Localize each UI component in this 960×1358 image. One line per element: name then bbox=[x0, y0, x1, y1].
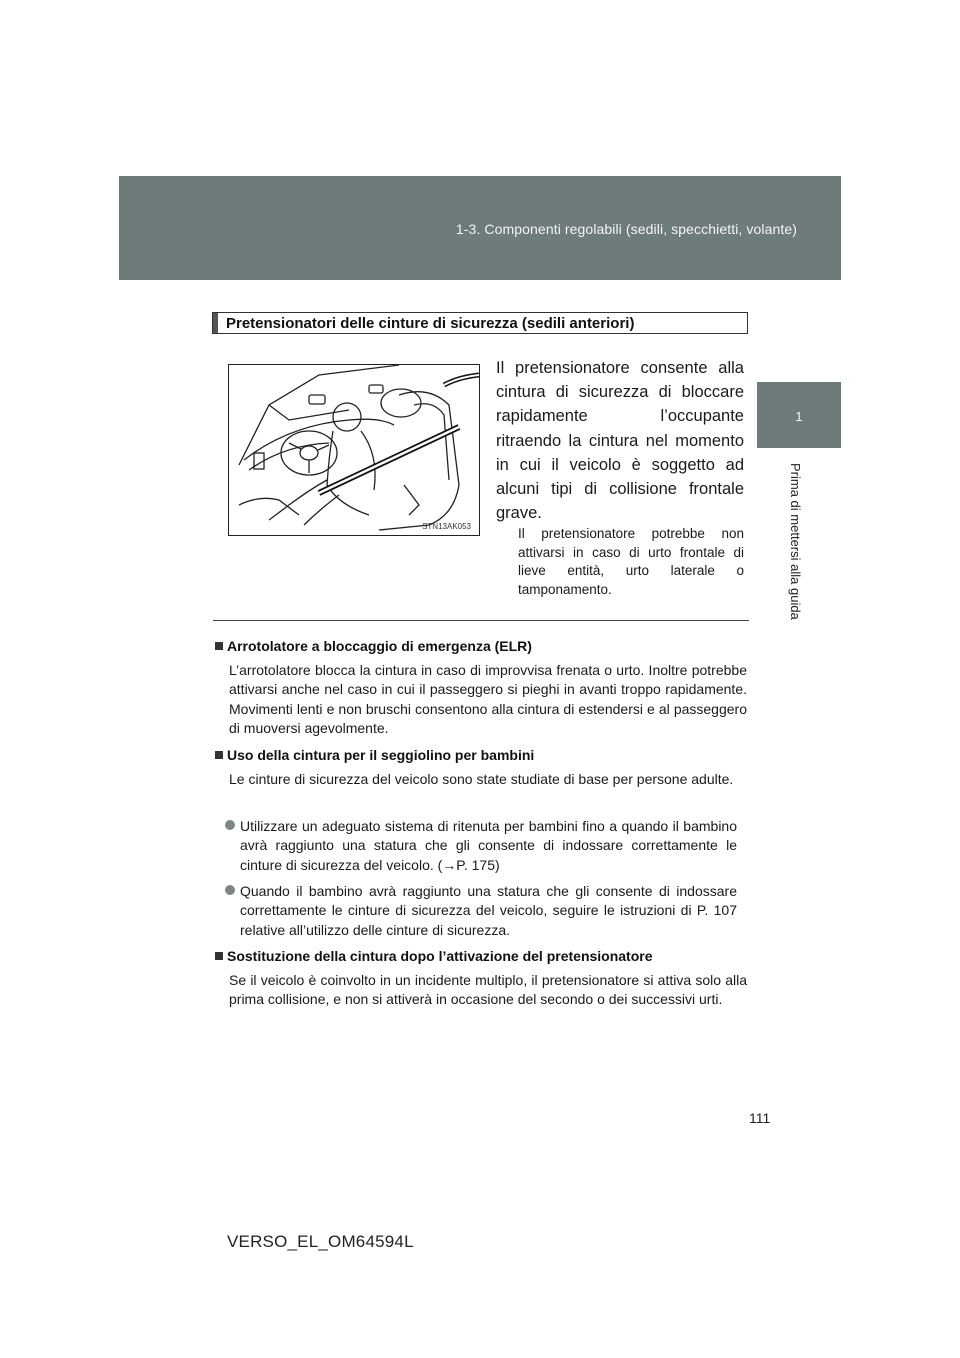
seatbelt-illustration bbox=[228, 364, 480, 536]
bullet-item bbox=[225, 882, 737, 940]
square-bullet-icon bbox=[215, 642, 223, 650]
round-bullet-icon bbox=[225, 885, 235, 895]
item-elr bbox=[215, 637, 749, 655]
item-elr-text: L’arrotolatore blocca la cintura in caso di improvvisa frenata o urto. Inoltre potrebbe attivarsi anche nel caso in cui il passeggero si pieghi in avanti troppo rapidamente. Movimenti lenti e non bruschi consentono alla cintura di estendersi e al passeggero di muoversi agevolmente. bbox=[229, 662, 747, 737]
intro-note: Il pretensionatore potrebbe non attivarsi in caso di urto frontale di lieve entità, urto laterale o tamponamento. bbox=[518, 526, 744, 597]
chapter-tab bbox=[757, 382, 841, 448]
section-title: Pretensionatori delle cinture di sicurezza (sedili anteriori) bbox=[226, 315, 635, 332]
header-band bbox=[119, 176, 841, 280]
item-heading bbox=[215, 746, 749, 764]
item-heading-text: Arrotolatore a bloccaggio di emergenza (ELR) bbox=[227, 638, 532, 654]
chapter-number: 1 bbox=[795, 409, 803, 424]
item-replacement-text: Se il veicolo è coinvolto in un incidente multiplo, il pretensionatore si attiva solo alla prima collisione, e non si attiverà in occasione del secondo o dei successivi urti. bbox=[229, 972, 747, 1008]
item-heading bbox=[215, 947, 749, 965]
item-child-seat bbox=[215, 746, 749, 764]
bullet-text: Quando il bambino avrà raggiunto una statura che gli consente di indossare correttamente le cinture di sicurezza del veicolo, seguire le istruzioni di P. 107 relative all’utilizzo delle cinture di sicurezza. bbox=[240, 883, 737, 938]
section-title-bar bbox=[213, 313, 218, 333]
chapter-label: Prima di mettersi alla guida bbox=[788, 463, 803, 620]
bullet-item bbox=[225, 817, 737, 875]
square-bullet-icon bbox=[215, 952, 223, 960]
divider-line bbox=[213, 620, 749, 621]
section-title-box bbox=[212, 312, 748, 334]
item-heading-text: Uso della cintura per il seggiolino per bambini bbox=[227, 747, 535, 763]
breadcrumb: 1-3. Componenti regolabili (sedili, specchietti, volante) bbox=[455, 221, 797, 237]
illustration-code: STN13AK053 bbox=[422, 522, 471, 531]
item-replacement bbox=[215, 947, 749, 965]
item-heading bbox=[215, 637, 749, 655]
square-bullet-icon bbox=[215, 751, 223, 759]
page-number: 111 bbox=[749, 1110, 771, 1126]
intro-paragraph: Il pretensionatore consente alla cintura di sicurezza di bloccare rapidamente l’occupante ritraendo la cintura nel momento in cui il veicolo è soggetto ad alcuni tipi di collisione frontale grave. bbox=[496, 359, 744, 523]
bullet-text: Utilizzare un adeguato sistema di ritenuta per bambini fino a quando il bambino avrà raggiunto una statura che gli consente di indossare correttamente le cinture di sicurezza del veicolo. (→P. 175) bbox=[240, 818, 737, 873]
round-bullet-icon bbox=[225, 820, 235, 830]
car-interior-drawing bbox=[229, 365, 479, 535]
item-child-seat-text: Le cinture di sicurezza del veicolo sono state studiate di base per persone adulte. bbox=[229, 771, 734, 787]
item-heading-text: Sostituzione della cintura dopo l’attivazione del pretensionatore bbox=[227, 948, 653, 964]
footer-code: VERSO_EL_OM64594L bbox=[227, 1232, 414, 1251]
